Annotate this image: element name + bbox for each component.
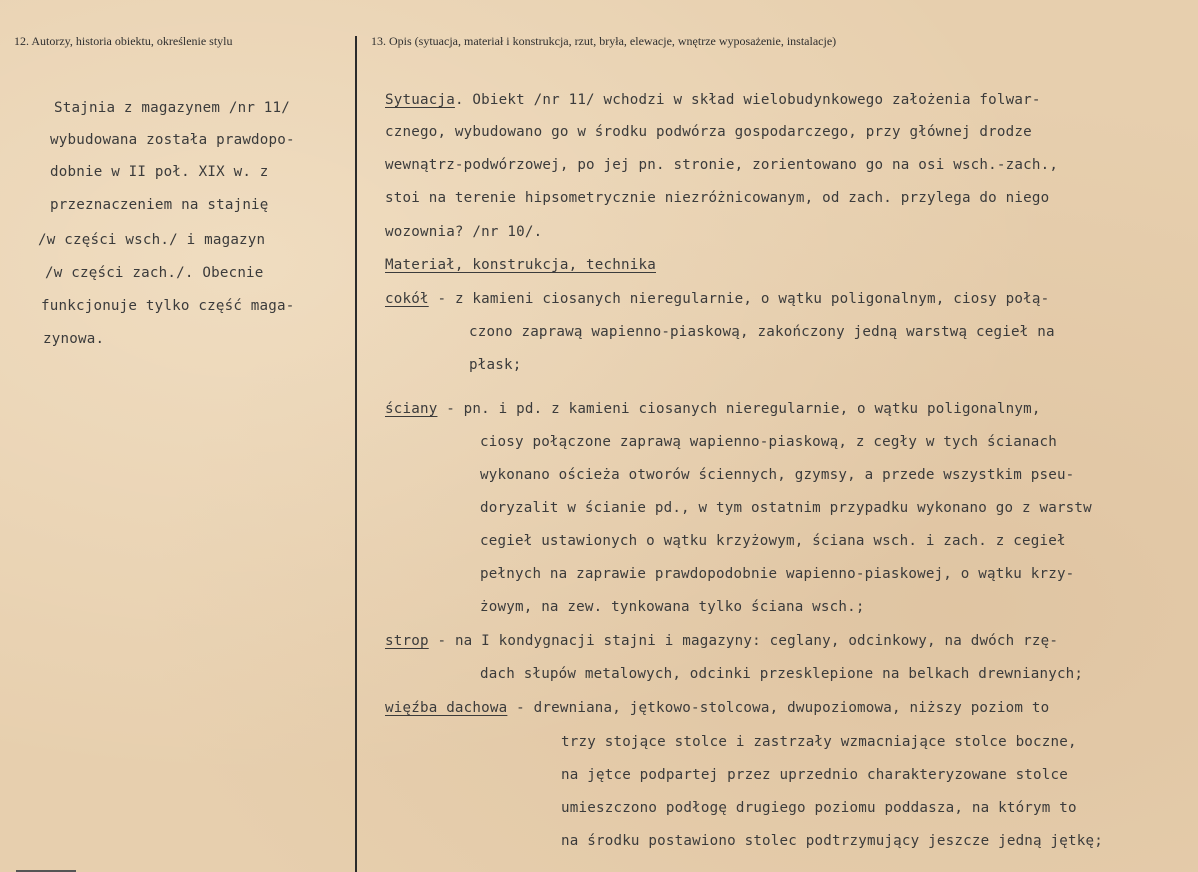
walls-line: cegieł ustawionych o wątku krzyżowym, ściana wsch. i zach. z cegieł	[480, 533, 1066, 549]
walls-entry	[385, 401, 1041, 417]
roof-truss-line: umieszczono podłogę drugiego poziomu poddasza, na którym to	[561, 800, 1077, 816]
situation-line: wozownia? /nr 10/.	[385, 224, 543, 240]
plinth-entry	[385, 291, 1049, 307]
history-line: dobnie w II poł. XIX w. z	[50, 164, 269, 180]
roof-truss-line: na środku postawiono stolec podtrzymujący jeszcze jedną jętkę;	[561, 833, 1103, 849]
column-divider	[355, 36, 357, 872]
roof-truss-line: na jętce podpartej przez uprzednio charakteryzowane stolce	[561, 767, 1069, 783]
roof-truss-entry	[385, 700, 1049, 716]
roof-truss-term: więźba dachowa	[385, 700, 508, 716]
walls-line: żowym, na zew. tynkowana tylko ściana wsch.;	[480, 599, 865, 615]
situation-first-line	[385, 92, 1041, 108]
roof-truss-line: trzy stojące stolce i zastrzały wzmacniające stolce boczne,	[561, 734, 1077, 750]
situation-line: stoi na terenie hipsometrycznie niezróżnicowanym, od zach. przylega do niego	[385, 190, 1050, 206]
situation-text: . Obiekt /nr 11/ wchodzi w skład wielobudynkowego założenia folwar-	[454, 92, 1041, 108]
history-line: zynowa.	[43, 331, 105, 347]
walls-lead: - pn. i pd. z kamieni ciosanych nieregularnie, o wątku poligonalnym,	[437, 401, 1041, 417]
plinth-line: czono zaprawą wapienno-piaskową, zakończony jedną warstwą cegieł na	[469, 324, 1055, 340]
plinth-lead: - z kamieni ciosanych nieregularnie, o wątku poligonalnym, ciosy połą-	[428, 291, 1050, 307]
plinth-term: cokół	[385, 291, 429, 307]
ceiling-entry	[385, 633, 1058, 649]
history-line: przeznaczeniem na stajnię	[50, 197, 269, 213]
ceiling-term: strop	[385, 633, 429, 649]
section-13-header: 13. Opis (sytuacja, materiał i konstrukcja, rzut, bryła, elewacje, wnętrze wyposażenie, instalacje)	[371, 34, 837, 48]
walls-line: doryzalit w ścianie pd., w tym ostatnim przypadku wykonano go z warstw	[480, 500, 1092, 516]
roof-truss-lead: - drewniana, jętkowo-stolcowa, dwupoziomowa, niższy poziom to	[507, 700, 1050, 716]
materials-heading: Materiał, konstrukcja, technika	[385, 257, 656, 273]
walls-line: wykonano ościeża otworów ściennych, gzymsy, a przede wszystkim pseu-	[480, 467, 1075, 483]
situation-heading: Sytuacja	[385, 92, 455, 108]
walls-line: pełnych na zaprawie prawdopodobnie wapienno-piaskowej, o wątku krzy-	[480, 566, 1075, 582]
section-12-header: 12. Autorzy, historia obiektu, określenie stylu	[14, 34, 233, 48]
plinth-line: płask;	[469, 357, 522, 373]
situation-line: cznego, wybudowano go w środku podwórza gospodarczego, przy głównej drodze	[385, 124, 1032, 140]
history-line: funkcjonuje tylko część maga-	[41, 298, 295, 314]
situation-line: wewnątrz-podwórzowej, po jej pn. stronie, zorientowano go na osi wsch.-zach.,	[385, 157, 1059, 173]
walls-line: ciosy połączone zaprawą wapienno-piaskową, z cegły w tych ścianach	[480, 434, 1057, 450]
ceiling-lead: - na I kondygnacji stajni i magazyny: ceglany, odcinkowy, na dwóch rzę-	[428, 633, 1059, 649]
history-line: wybudowana została prawdopo-	[50, 132, 295, 148]
history-line: Stajnia z magazynem /nr 11/	[54, 100, 291, 116]
ceiling-line: dach słupów metalowych, odcinki przesklepione na belkach drewnianych;	[480, 666, 1084, 682]
walls-term: ściany	[385, 401, 438, 417]
history-line: /w części zach./. Obecnie	[45, 265, 264, 281]
history-line: /w części wsch./ i magazyn	[38, 232, 266, 248]
